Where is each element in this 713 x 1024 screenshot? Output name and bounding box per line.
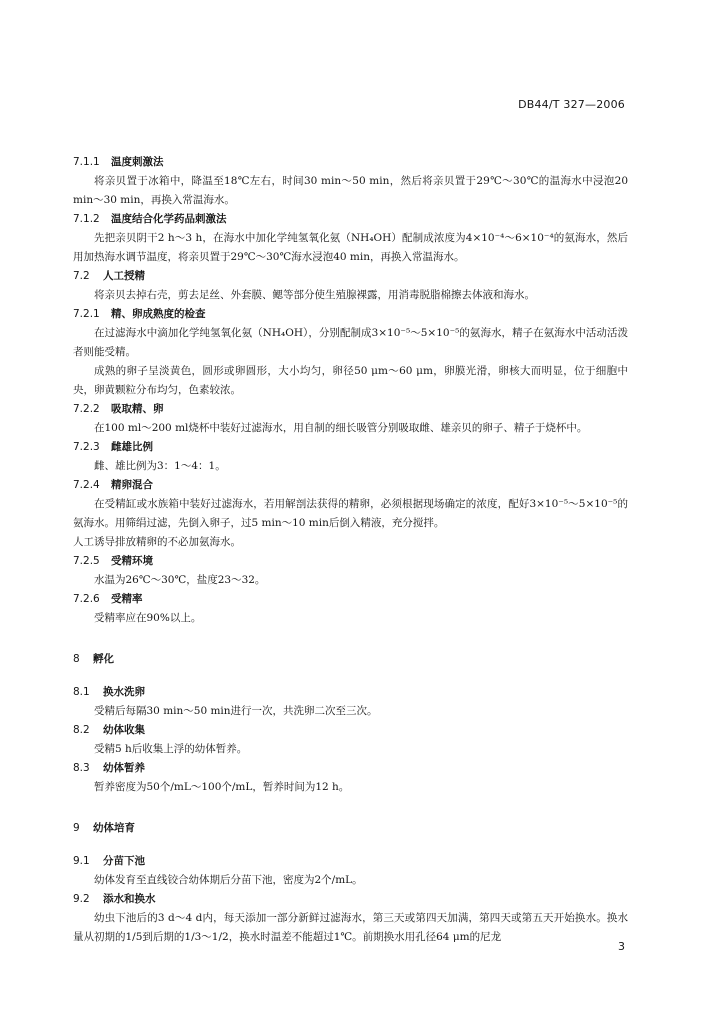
- section-number: 7.2.4: [73, 479, 100, 491]
- paragraph: 受精5 h后收集上浮的幼体暂养。: [94, 743, 248, 755]
- section-heading: [73, 438, 628, 457]
- paragraph: 在100 ml～200 ml烧杯中装好过滤海水，用自制的细长吸管分别吸取雌、雄亲贝的卵子、精子于烧杯中。: [94, 422, 588, 434]
- section-number: 7.2: [73, 270, 90, 282]
- section-title: 幼体暂养: [103, 762, 145, 774]
- section-title: 换水洗卵: [103, 686, 145, 698]
- section-heading: [73, 650, 628, 669]
- section-number: 7.2.2: [73, 403, 100, 415]
- section-title: 吸取精、卵: [111, 403, 164, 415]
- section-number: 7.2.5: [73, 555, 100, 567]
- section-heading: [73, 476, 628, 495]
- section-title: 分苗下池: [103, 855, 145, 867]
- section-heading: [73, 153, 628, 172]
- section-number: 8: [73, 653, 80, 665]
- section-heading: [73, 683, 628, 702]
- paragraph: 成熟的卵子呈淡黄色，圆形或卵圆形，大小均匀，卵径50 μm～60 μm，卵膜光滑，卵核大而明显，位于细胞中央，卵黄颗粒分布均匀，色素较浓。: [73, 365, 628, 396]
- section-title: 雌雄比例: [111, 441, 153, 453]
- paragraph: 将亲贝置于冰箱中，降温至18℃左右，时间30 min～50 min，然后将亲贝置于29℃～30℃的温海水中浸泡20 min～30 min，再换入常温海水。: [73, 175, 628, 206]
- section-number: 7.1.1: [73, 156, 100, 168]
- section-number: 7.2.6: [73, 593, 100, 605]
- paragraph: 幼体发育至直线铰合幼体期后分苗下池，密度为2个/mL。: [94, 874, 363, 886]
- paragraph: 人工诱导排放精卵的不必加氨海水。: [73, 536, 241, 548]
- paragraph: 水温为26℃～30℃，盐度23～32。: [94, 574, 266, 586]
- section-heading: [73, 305, 628, 324]
- section-title: 添水和换水: [103, 893, 156, 905]
- section-heading: [73, 590, 628, 609]
- page-number: 3: [618, 940, 625, 953]
- section-number: 7.1.2: [73, 213, 100, 225]
- section-title: 精卵混合: [111, 479, 153, 491]
- section-title: 受精率: [111, 593, 143, 605]
- section-title: 受精环境: [111, 555, 153, 567]
- paragraph: 受精后每隔30 min～50 min进行一次，共洗卵二次至三次。: [94, 705, 378, 717]
- paragraph: 受精率应在90%以上。: [94, 612, 202, 624]
- section-heading: [73, 552, 628, 571]
- section-heading: [73, 267, 628, 286]
- section-number: 9.1: [73, 855, 90, 867]
- paragraph: 将亲贝去掉右壳，剪去足丝、外套膜、鳃等部分使生殖腺裸露，用消毒脱脂棉擦去体液和海水。: [94, 289, 535, 301]
- section-number: 8.3: [73, 762, 90, 774]
- section-title: 孵化: [93, 653, 114, 665]
- section-number: 8.1: [73, 686, 90, 698]
- section-number: 9: [73, 822, 80, 834]
- section-title: 人工授精: [103, 270, 145, 282]
- section-title: 温度结合化学药品刺激法: [111, 213, 227, 225]
- section-heading: [73, 852, 628, 871]
- section-heading: [73, 890, 628, 909]
- section-heading: [73, 210, 628, 229]
- paragraph: 先把亲贝阴干2 h～3 h，在海水中加化学纯氢氧化氨（NH₄OH）配制成浓度为4×10⁻⁴～6×10⁻⁴的氨海水，然后用加热海水调节温度，将亲贝置于29℃～30℃海水浸泡40 min，再换入常温海水。: [73, 232, 628, 263]
- section-heading: [73, 400, 628, 419]
- section-number: 7.2.1: [73, 308, 100, 320]
- section-title: 幼体培育: [93, 822, 135, 834]
- paragraph: 幼虫下池后的3 d～4 d内，每天添加一部分新鲜过滤海水，第三天或第四天加满，第四天或第五天开始换水。换水量从初期的1/5到后期的1/3～1/2，换水时温差不能超过1℃。前期换水用孔径64 μm的尼龙: [73, 912, 628, 943]
- paragraph: 在受精缸或水族箱中装好过滤海水，若用解剖法获得的精卵，必须根据现场确定的浓度，配好3×10⁻⁵～5×10⁻⁵的氨海水。用筛绢过滤，先倒入卵子，过5 min～10 min后倒入精液，充分搅拌。: [73, 498, 628, 529]
- section-title: 温度刺激法: [111, 156, 164, 168]
- paragraph: 暂养密度为50个/mL～100个/mL，暂养时间为12 h。: [94, 781, 350, 793]
- document-body: [73, 153, 628, 947]
- section-title: 精、卵成熟度的检查: [111, 308, 206, 320]
- paragraph: 雌、雄比例为3：1～4：1。: [94, 460, 226, 472]
- section-title: 幼体收集: [103, 724, 145, 736]
- section-number: 9.2: [73, 893, 90, 905]
- standard-code: DB44/T 327—2006: [518, 98, 625, 111]
- paragraph: 在过滤海水中滴加化学纯氢氧化氨（NH₄OH），分别配制成3×10⁻⁵～5×10⁻⁵的氨海水，精子在氨海水中活动活泼者则能受精。: [73, 327, 628, 358]
- section-heading: [73, 721, 628, 740]
- section-heading: [73, 759, 628, 778]
- section-number: 7.2.3: [73, 441, 100, 453]
- section-heading: [73, 819, 628, 838]
- section-number: 8.2: [73, 724, 90, 736]
